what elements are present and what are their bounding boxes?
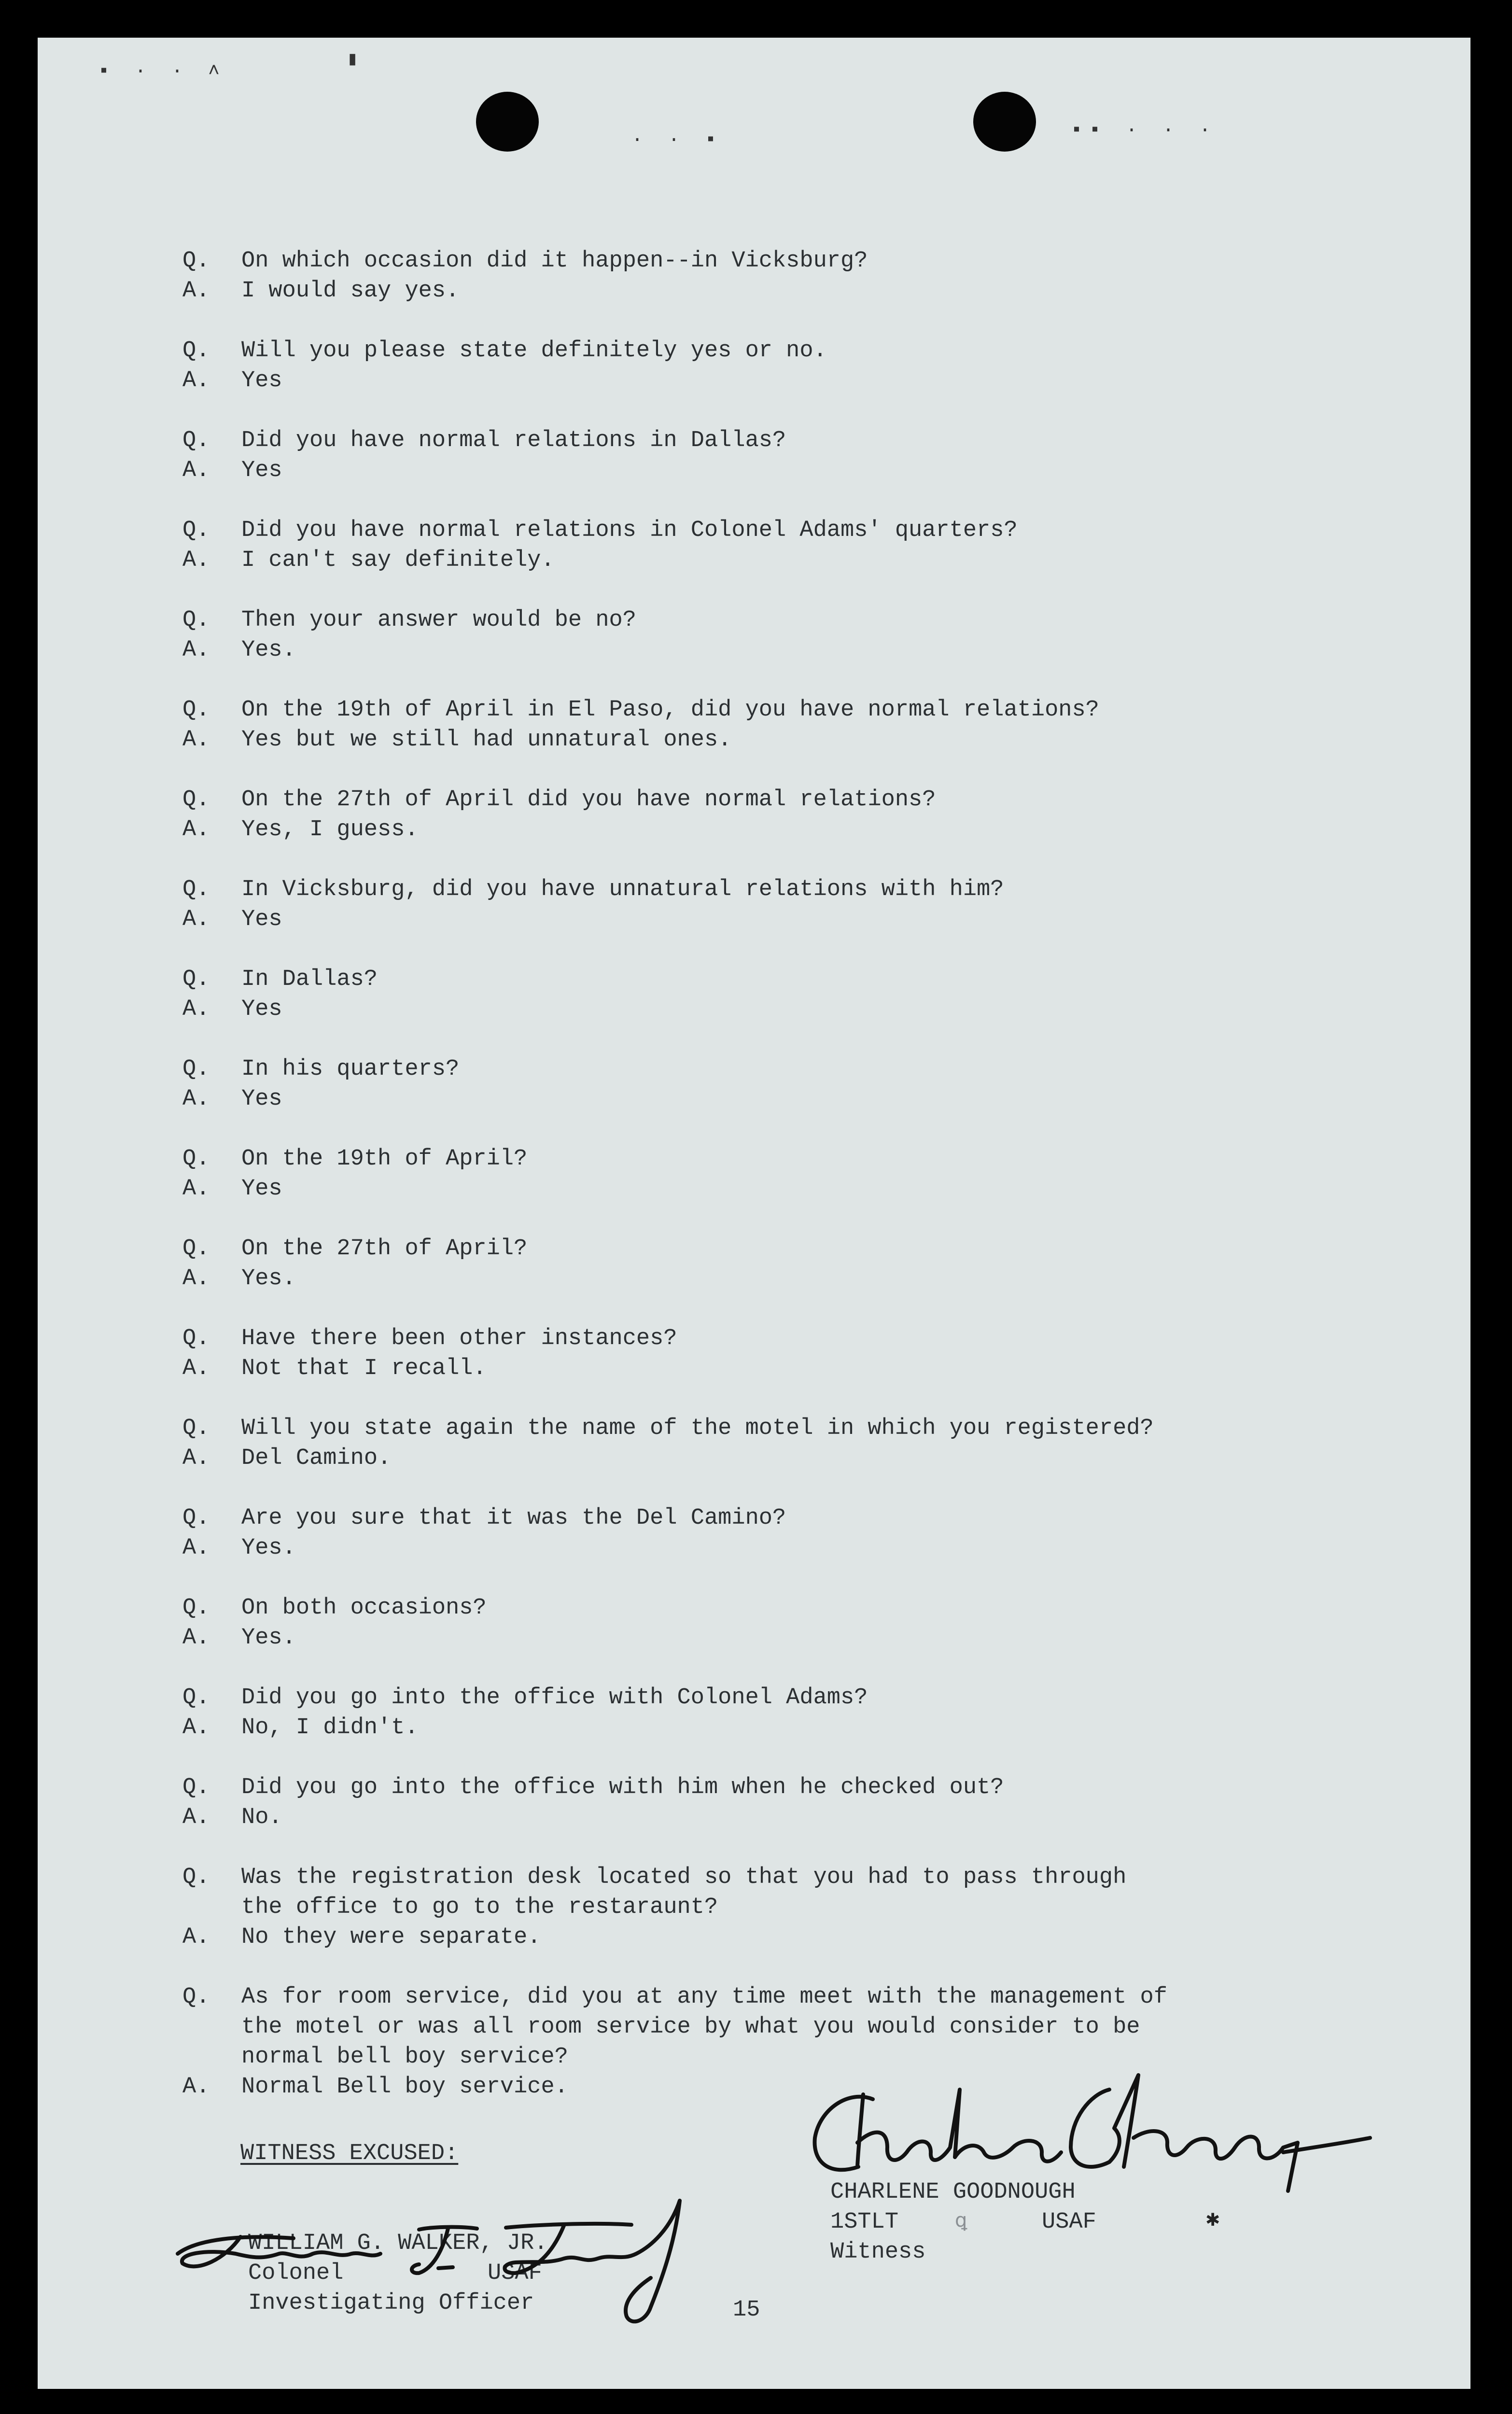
question-marker: Q. — [182, 1326, 210, 1351]
answer-text: Yes — [241, 1086, 282, 1112]
question-text: On which occasion did it happen--in Vicksburg? — [241, 248, 868, 274]
question-line — [38, 965, 1470, 995]
answer-marker: A. — [182, 458, 210, 483]
answer-line — [38, 635, 1470, 665]
question-line — [38, 1982, 1470, 2012]
qa-pair — [38, 605, 1470, 665]
qa-pair — [38, 965, 1470, 1025]
answer-text: No. — [241, 1805, 282, 1830]
question-text: On both occasions? — [241, 1595, 487, 1621]
answer-marker: A. — [182, 278, 210, 304]
answer-line — [38, 1713, 1470, 1743]
answer-text: I can't say definitely. — [241, 547, 555, 573]
question-marker: Q. — [182, 1984, 210, 2010]
answer-marker: A. — [182, 1715, 210, 1740]
answer-line — [38, 1623, 1470, 1653]
answer-text: Yes — [241, 368, 282, 393]
answer-line — [38, 1803, 1470, 1833]
qa-pair — [38, 246, 1470, 306]
question-line — [38, 1593, 1470, 1623]
question-text-continued: normal bell boy service? — [241, 2044, 568, 2070]
answer-text: No they were separate. — [241, 1924, 541, 1950]
question-line — [38, 1234, 1470, 1264]
question-marker: Q. — [182, 1146, 210, 1172]
question-marker: Q. — [182, 428, 210, 453]
answer-line — [38, 1533, 1470, 1563]
qa-pair — [38, 336, 1470, 396]
answer-marker: A. — [182, 368, 210, 393]
answer-marker: A. — [182, 637, 210, 663]
answer-text: Yes — [241, 458, 282, 483]
question-line — [38, 1414, 1470, 1444]
answer-marker: A. — [182, 1176, 210, 1202]
question-line — [38, 336, 1470, 366]
qa-pair — [38, 785, 1470, 845]
witness-rank: 1STLT — [830, 2209, 899, 2235]
answer-line — [38, 1923, 1470, 1952]
answer-text: No, I didn't. — [241, 1715, 419, 1740]
question-line — [38, 1324, 1470, 1354]
answer-text: Yes. — [241, 1266, 296, 1291]
answer-marker: A. — [182, 1266, 210, 1291]
question-marker: Q. — [182, 697, 210, 723]
answer-marker: A. — [182, 907, 210, 932]
answer-marker: A. — [182, 1625, 210, 1651]
qa-pair — [38, 1144, 1470, 1204]
witness-service: USAF — [1042, 2209, 1096, 2235]
witness-name: CHARLENE GOODNOUGH — [830, 2179, 1076, 2205]
answer-marker: A. — [182, 1446, 210, 1471]
officer-name: WILLIAM G. WALKER, JR. — [248, 2231, 548, 2256]
question-line — [38, 1773, 1470, 1803]
question-marker: Q. — [182, 518, 210, 543]
scan-speck-mark: ▪▪ · · · — [1071, 120, 1218, 141]
answer-line — [38, 1444, 1470, 1474]
answer-marker: A. — [182, 547, 210, 573]
question-marker: Q. — [182, 1236, 210, 1262]
witness-signature — [800, 2070, 1380, 2215]
answer-line — [38, 995, 1470, 1025]
question-text: Then your answer would be no? — [241, 607, 636, 633]
answer-text: Yes. — [241, 1535, 296, 1561]
question-text: In Vicksburg, did you have unnatural relations with him? — [241, 877, 1004, 902]
answer-line — [38, 1264, 1470, 1294]
qa-pair — [38, 516, 1470, 575]
page-number: 15 — [733, 2297, 760, 2323]
question-line — [38, 1503, 1470, 1533]
question-text: Did you have normal relations in Dallas? — [241, 428, 786, 453]
question-text: Did you go into the office with him when he checked out? — [241, 1775, 1004, 1800]
answer-marker: A. — [182, 1535, 210, 1561]
officer-signature — [168, 2181, 747, 2336]
answer-text: Del Camino. — [241, 1446, 392, 1471]
qa-pair — [38, 1593, 1470, 1653]
qa-pair — [38, 1863, 1470, 1952]
question-text: Will you please state definitely yes or no. — [241, 338, 827, 364]
question-line — [38, 1863, 1470, 1893]
question-text: Have there been other instances? — [241, 1326, 677, 1351]
question-line — [38, 785, 1470, 815]
signature-initials-mark: ꝗ — [955, 2211, 967, 2233]
answer-marker: A. — [182, 727, 210, 753]
answer-line — [38, 1084, 1470, 1114]
qa-pair — [38, 875, 1470, 935]
question-line — [38, 1054, 1470, 1084]
answer-text: Yes, I guess. — [241, 817, 419, 842]
question-marker: Q. — [182, 1595, 210, 1621]
qa-pair — [38, 1683, 1470, 1743]
answer-text: Yes — [241, 907, 282, 932]
officer-service: USAF — [488, 2260, 542, 2286]
answer-line — [38, 1174, 1470, 1204]
question-text-continued: the motel or was all room service by what you would consider to be — [241, 2014, 1140, 2040]
answer-text: Yes. — [241, 1625, 296, 1651]
question-marker: Q. — [182, 338, 210, 364]
question-answer-list — [38, 246, 1470, 2132]
scan-speck-mark: · · ▪ — [631, 129, 724, 151]
question-marker: Q. — [182, 877, 210, 902]
qa-pair — [38, 1503, 1470, 1563]
answer-marker: A. — [182, 2074, 210, 2100]
question-text-continued: the office to go to the restaraunt? — [241, 1895, 718, 1920]
answer-line — [38, 905, 1470, 935]
qa-pair — [38, 1054, 1470, 1114]
question-text: Will you state again the name of the motel in which you registered? — [241, 1416, 1154, 1441]
question-line — [38, 246, 1470, 276]
witness-role: Witness — [830, 2239, 926, 2265]
question-marker: Q. — [182, 1865, 210, 1890]
witness-excused-label: WITNESS EXCUSED: — [240, 2141, 459, 2166]
question-marker: Q. — [182, 1056, 210, 1082]
answer-marker: A. — [182, 1356, 210, 1381]
question-marker: Q. — [182, 1685, 210, 1711]
answer-text: Yes — [241, 1176, 282, 1202]
question-text: On the 19th of April? — [241, 1146, 528, 1172]
question-marker: Q. — [182, 1775, 210, 1800]
answer-marker: A. — [182, 996, 210, 1022]
question-marker: Q. — [182, 1505, 210, 1531]
question-line — [38, 516, 1470, 546]
question-line — [38, 605, 1470, 635]
qa-pair — [38, 1773, 1470, 1833]
officer-role: Investigating Officer — [248, 2290, 534, 2316]
answer-text: Normal Bell boy service. — [241, 2074, 568, 2100]
question-marker: Q. — [182, 248, 210, 274]
scan-speck-mark: ▪ · · ˄ — [98, 61, 227, 83]
answer-marker: A. — [182, 817, 210, 842]
question-marker: Q. — [182, 787, 210, 813]
question-text: On the 27th of April did you have normal relations? — [241, 787, 936, 813]
question-text: In Dallas? — [241, 967, 378, 992]
scan-speck-mark: ▮ — [347, 49, 365, 71]
question-line — [38, 1683, 1470, 1713]
answer-line — [38, 725, 1470, 755]
document-page — [38, 38, 1470, 2389]
qa-pair — [38, 1324, 1470, 1384]
answer-line — [38, 456, 1470, 486]
question-marker: Q. — [182, 607, 210, 633]
answer-line — [38, 366, 1470, 396]
qa-pair — [38, 695, 1470, 755]
qa-pair — [38, 426, 1470, 486]
question-marker: Q. — [182, 967, 210, 992]
question-text: Did you have normal relations in Colonel Adams' quarters? — [241, 518, 1018, 543]
question-line — [38, 875, 1470, 905]
answer-text: Not that I recall. — [241, 1356, 487, 1381]
answer-line — [38, 815, 1470, 845]
question-marker: Q. — [182, 1416, 210, 1441]
answer-marker: A. — [182, 1805, 210, 1830]
answer-marker: A. — [182, 1086, 210, 1112]
answer-line — [38, 276, 1470, 306]
question-text: Was the registration desk located so that you had to pass through — [241, 1865, 1127, 1890]
qa-pair — [38, 1234, 1470, 1294]
officer-rank: Colonel — [248, 2260, 344, 2286]
question-text: In his quarters? — [241, 1056, 460, 1082]
punch-hole-left — [476, 92, 539, 152]
question-text: Are you sure that it was the Del Camino? — [241, 1505, 786, 1531]
question-text: On the 19th of April in El Paso, did you have normal relations? — [241, 697, 1099, 723]
answer-line — [38, 546, 1470, 575]
question-line — [38, 426, 1470, 456]
answer-text: Yes — [241, 996, 282, 1022]
ink-blot-mark: ✱ — [1206, 2207, 1220, 2233]
question-text: Did you go into the office with Colonel Adams? — [241, 1685, 868, 1711]
question-text: As for room service, did you at any time meet with the management of — [241, 1984, 1167, 2010]
answer-text: I would say yes. — [241, 278, 460, 304]
punch-hole-right — [973, 92, 1036, 152]
answer-text: Yes. — [241, 637, 296, 663]
question-text: On the 27th of April? — [241, 1236, 528, 1262]
qa-pair — [38, 1414, 1470, 1474]
answer-line — [38, 1354, 1470, 1384]
question-line — [38, 1144, 1470, 1174]
answer-text: Yes but we still had unnatural ones. — [241, 727, 732, 753]
question-line — [38, 695, 1470, 725]
answer-marker: A. — [182, 1924, 210, 1950]
